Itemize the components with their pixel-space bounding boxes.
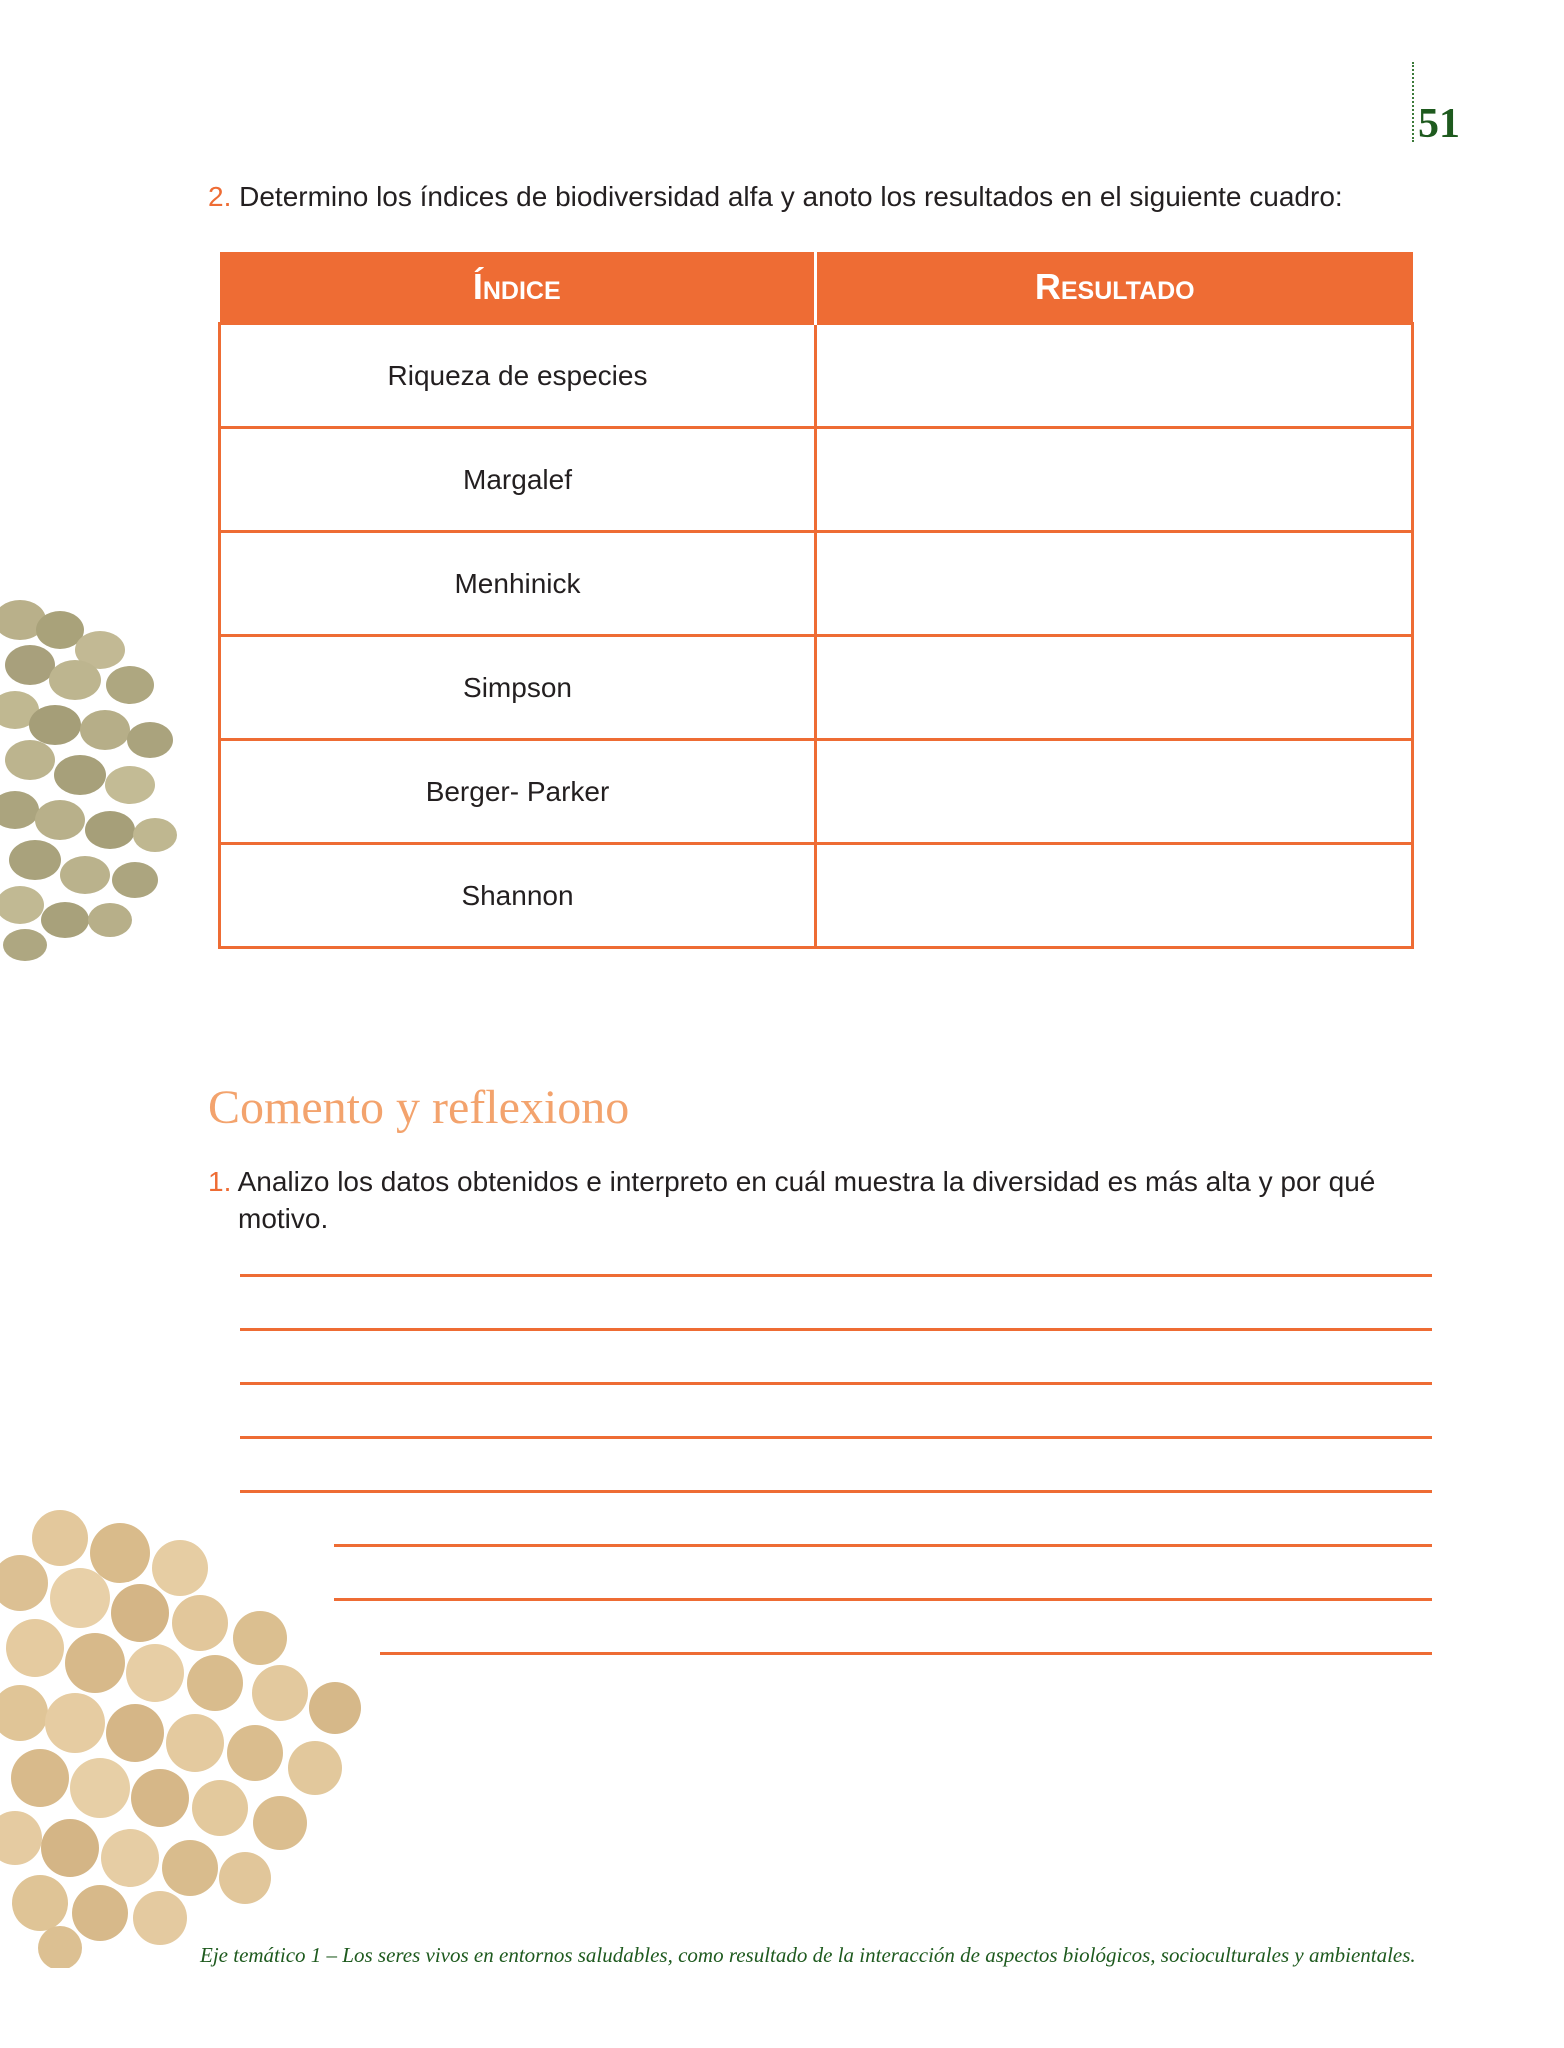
table-row (220, 636, 1413, 740)
result-cell[interactable] (816, 532, 1413, 636)
table-row (220, 324, 1413, 428)
index-name-cell: Simpson (220, 636, 816, 740)
question-2 (208, 178, 1343, 215)
answer-line[interactable] (240, 1436, 1432, 1439)
page-number-rule (1412, 62, 1414, 142)
index-name-cell: Margalef (220, 428, 816, 532)
answer-line[interactable] (240, 1274, 1432, 1277)
biodiversity-index-table (218, 252, 1414, 949)
index-name-cell: Berger- Parker (220, 740, 816, 844)
index-name-cell: Shannon (220, 844, 816, 948)
answer-line[interactable] (380, 1652, 1432, 1655)
answer-line[interactable] (334, 1544, 1432, 1547)
index-name-cell: Riqueza de especies (220, 324, 816, 428)
header-index: Índice (220, 252, 816, 324)
table-row (220, 740, 1413, 844)
footer-theme-text: Eje temático 1 – Los seres vivos en entornos saludables, como resultado de la interacción de aspectos biológicos, socioculturales y ambientales. (200, 1943, 1416, 1967)
answer-line[interactable] (240, 1490, 1432, 1493)
lentil-group (0, 600, 177, 961)
question-number: 1. (208, 1166, 232, 1197)
chickpeas-photo (0, 1508, 370, 1968)
section-title: Comento y reflexiono (208, 1081, 630, 1134)
answer-line[interactable] (334, 1598, 1432, 1601)
result-cell[interactable] (816, 844, 1413, 948)
answer-line[interactable] (240, 1382, 1432, 1385)
table-header-row (220, 252, 1413, 324)
index-name-cell: Menhinick (220, 532, 816, 636)
question-1 (208, 1163, 1468, 1237)
table-row (220, 844, 1413, 948)
question-text: Determino los índices de biodiversidad alfa y anoto los resultados en el siguiente cuadro: (239, 181, 1343, 212)
question-number: 2. (208, 181, 232, 212)
page-number: 51 (1418, 101, 1460, 147)
header-result: Resultado (816, 252, 1413, 324)
question-text: Analizo los datos obtenidos e interpreto en cuál muestra la diversidad es más alta y por qué motivo. (237, 1166, 1376, 1234)
table-row (220, 532, 1413, 636)
result-cell[interactable] (816, 636, 1413, 740)
result-cell[interactable] (816, 740, 1413, 844)
result-cell[interactable] (816, 428, 1413, 532)
table-row (220, 428, 1413, 532)
chickpea-group (0, 1510, 361, 1968)
result-cell[interactable] (816, 324, 1413, 428)
lentils-photo (0, 590, 180, 970)
answer-line[interactable] (240, 1328, 1432, 1331)
